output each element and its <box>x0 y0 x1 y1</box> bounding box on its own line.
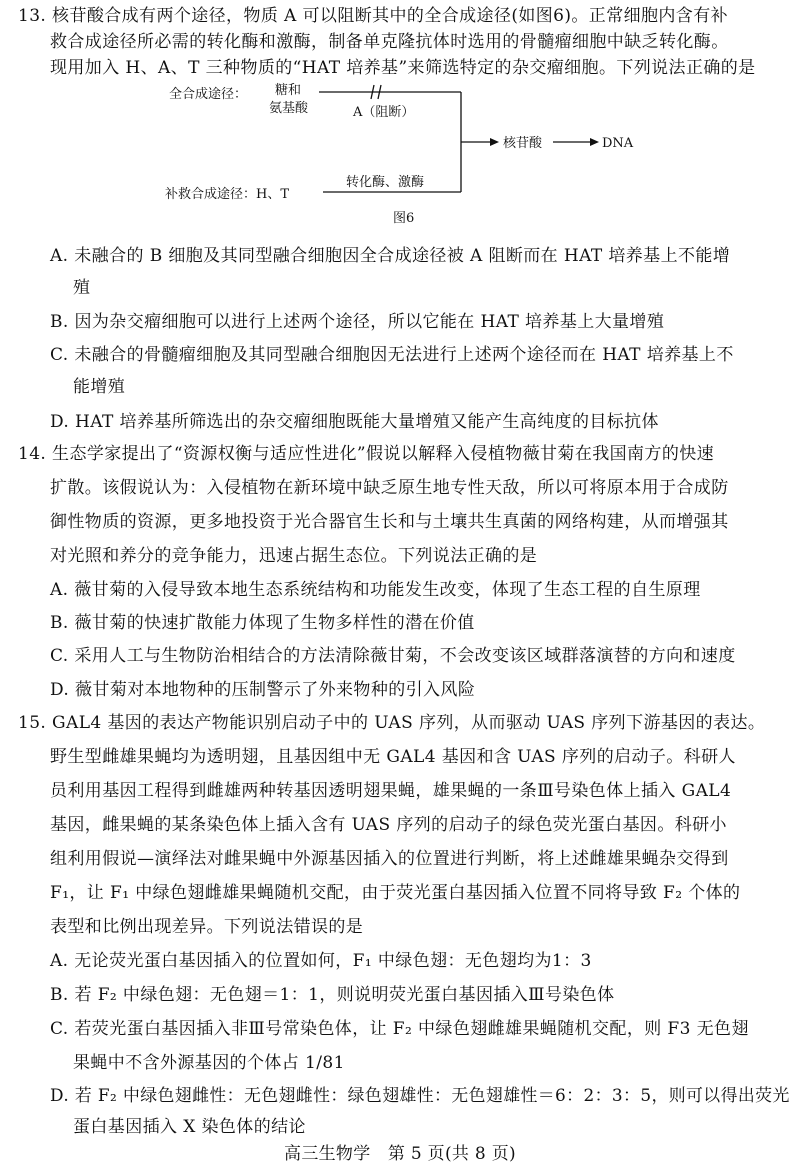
salvage-label: 补救合成途径：H、T <box>165 187 290 202</box>
q13-option-b: B. 因为杂交瘤细胞可以进行上述两个途径，所以它能在 HAT 培养基上大量增殖 <box>50 312 665 332</box>
dna-label: DNA <box>602 136 634 151</box>
q15-option-b: B. 若 F₂ 中绿色翅：无色翅＝1：1，则说明荧光蛋白基因插入Ⅲ号染色体 <box>50 985 615 1005</box>
de-novo-label: 全合成途径： <box>169 87 248 102</box>
sugar-label: 糖和 <box>275 83 302 98</box>
page-footer: 高三生物学 第 5 页(共 8 页) <box>284 1144 516 1164</box>
q15-stem-line: 员利用基因工程得到雌雄两种转基因透明翅果蝇，雄果蝇的一条Ⅲ号染色体上插入 GAL4 <box>50 781 732 801</box>
amino-acid-label: 氨基酸 <box>269 101 309 116</box>
arrow-head-2 <box>590 138 599 146</box>
q15-stem-line: 组利用假说—演绎法对雌果蝇中外源基因插入的位置进行判断，将上述雌雄果蝇杂交得到 <box>50 849 729 869</box>
q13-option-d: D. HAT 培养基所筛选出的杂交瘤细胞既能大量增殖又能产生高纯度的目标抗体 <box>50 412 659 432</box>
q13-stem-line: 13. 核苷酸合成有两个途径，物质 A 可以阻断其中的全合成途径(如图6)。正常细胞内含有补 <box>18 6 729 26</box>
q14-option-b: B. 薇甘菊的快速扩散能力体现了生物多样性的潜在价值 <box>50 613 475 633</box>
q14-stem-line: 御性物质的资源，更多地投资于光合器官生长和与土壤共生真菌的网络构建，从而增强其 <box>50 512 729 532</box>
q15-option-d: D. 若 F₂ 中绿色翅雌性：无色翅雌性：绿色翅雄性：无色翅雄性＝6：2：3：5，则可以得出荧光 <box>50 1086 790 1106</box>
q14-stem-line: 对光照和养分的竞争能力，迅速占据生态位。下列说法正确的是 <box>50 546 538 566</box>
figure-caption: 图6 <box>393 211 415 226</box>
q13-stem-line: 现用加入 H、A、T 三种物质的“HAT 培养基”来筛选特定的杂交瘤细胞。下列说法正确的是 <box>50 58 756 78</box>
q15-stem-line: 15. GAL4 基因的表达产物能识别启动子中的 UAS 序列，从而驱动 UAS 序列下游基因的表达。 <box>18 713 766 733</box>
q13-option-c: C. 未融合的骨髓瘤细胞及其同型融合细胞因无法进行上述两个途径而在 HAT 培养基上不 <box>50 345 734 365</box>
q13-stem-line: 救合成途径所必需的转化酶和激酶，制备单克隆抗体时选用的骨髓瘤细胞中缺乏转化酶。 <box>50 32 729 52</box>
q13-option-a: A. 未融合的 B 细胞及其同型融合细胞因全合成途径被 A 阻断而在 HAT 培养基上不能增 <box>50 246 731 266</box>
q15-stem-line: 表型和比例出现差异。下列说法错误的是 <box>50 917 364 937</box>
q14-option-d: D. 薇甘菊对本地物种的压制警示了外来物种的引入风险 <box>50 680 476 700</box>
q13-option-a-cont: 殖 <box>73 278 91 298</box>
q13-option-c-cont: 能增殖 <box>73 377 126 397</box>
enzymes-label: 转化酶、激酶 <box>346 175 425 190</box>
q15-stem-line: 基因，雌果蝇的某条染色体上插入含有 UAS 序列的启动子的绿色荧光蛋白基因。科研小 <box>50 815 727 835</box>
q15-stem-line: F₁，让 F₁ 中绿色翅雌雄果蝇随机交配，由于荧光蛋白基因插入位置不同将导致 F₂ 个体的 <box>50 883 741 903</box>
nucleotide-label: 核苷酸 <box>503 136 543 151</box>
q15-option-d-cont: 蛋白基因插入 X 染色体的结论 <box>73 1117 306 1137</box>
q14-option-c: C. 采用人工与生物防治相结合的方法清除薇甘菊，不会改变该区域群落演替的方向和速度 <box>50 646 736 666</box>
q15-option-c: C. 若荧光蛋白基因插入非Ⅲ号常染色体，让 F₂ 中绿色翅雌雄果蝇随机交配，则 F3 无色翅 <box>50 1019 749 1039</box>
arrow-head-1 <box>490 138 499 146</box>
q15-stem-line: 野生型雌雄果蝇均为透明翅，且基因组中无 GAL4 基因和含 UAS 序列的启动子。科研人 <box>50 747 736 767</box>
figure-6-pathway-diagram <box>165 82 643 232</box>
q15-option-c-cont: 果蝇中不含外源基因的个体占 1/81 <box>73 1053 345 1073</box>
q15-option-a: A. 无论荧光蛋白基因插入的位置如何，F₁ 中绿色翅：无色翅均为1：3 <box>50 951 592 971</box>
q14-option-a: A. 薇甘菊的入侵导致本地生态系统结构和功能发生改变，体现了生态工程的自生原理 <box>50 580 701 600</box>
q14-stem-line: 14. 生态学家提出了“资源权衡与适应性进化”假说以解释入侵植物薇甘菊在我国南方的快速 <box>18 444 715 464</box>
blocker-label: A（阻断） <box>353 105 415 120</box>
q14-stem-line: 扩散。该假说认为：入侵植物在新环境中缺乏原生地专性天敌，所以可将原本用于合成防 <box>50 478 729 498</box>
